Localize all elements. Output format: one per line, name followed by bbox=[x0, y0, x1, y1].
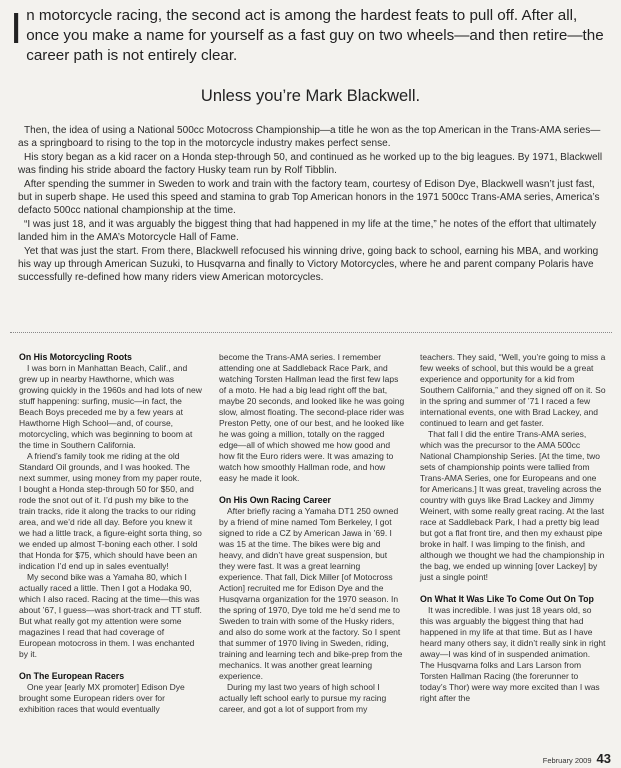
body-paragraph: teachers. They said, “Well, you’re going to miss a few weeks of school, but this would be a great experience and opportunity for a kid from Southern California,” and they signed off on it. So in the spring and summer of ’71 I raced a few international events, one with Brad Lackey, and continued to learn and get faster. bbox=[420, 352, 606, 428]
column-3 bbox=[420, 352, 606, 704]
page-footer bbox=[543, 751, 611, 766]
page-number: 43 bbox=[596, 751, 611, 766]
intro-paragraph: His story began as a kid racer on a Honda step-through 50, and continued as he worked up to the big leagues. By 1971, Blackwell was finding his stride aboard the factory Husky team run by Rolf Tibblin. bbox=[18, 151, 603, 177]
column-1 bbox=[19, 352, 202, 715]
intro-paragraph: Then, the idea of using a National 500cc Motocross Championship—a title he won as the top American in the Trans-AMA series—as a springboard to rising to the top in the motorcycle industry makes perfect sense. bbox=[18, 125, 601, 150]
body-paragraph: A friend’s family took me riding at the old Standard Oil grounds, and I was hooked. The next summer, using money from my paper route, I bought a Honda step-through 50 for $50, and rode the snot out of it. I’d push my bike to the train tracks, ride it along the tracks to our riding area, and we’d ride all day. Before you knew it we had a little track, a figure-eight sorta thing, so we ended up almost T-boning each other. I sold that Honda for $75, which should have been an indication I’d end up in sales eventually! bbox=[19, 451, 202, 571]
column-2 bbox=[219, 352, 405, 715]
intro-paragraph: “I was just 18, and it was arguably the biggest thing that had happened in my life at the time,” he notes of the effort that ultimately landed him in the AMA’s Motorcycle Hall of Fame. bbox=[18, 218, 597, 244]
intro-paragraph: After spending the summer in Sweden to work and train with the factory team, courtesy of Edison Dye, Blackwell wasn’t just fast, but in superb shape. He used this speed and stamina to grab Top American honors in the 1971 500cc Trans-AMA series, America’s defacto 500cc national championship at the time. bbox=[18, 178, 600, 217]
body-paragraph: One year [early MX promoter] Edison Dye brought some European riders over for exhibition races that would eventually bbox=[19, 682, 185, 714]
issue-date: February 2009 bbox=[542, 756, 592, 765]
body-paragraph: My second bike was a Yamaha 80, which I actually raced a little. Then I got a Hodaka 90, which I also raced. Racing at the time—this was about ’67, I guess—was short-track and TT stuff. But what really got my attention were some magazines I read that had coverage of European motocross in them. I was enchanted by it. bbox=[19, 572, 202, 659]
lead-text: n motorcycle racing, the second act is among the hardest feats to pull off. After all, once you make a name for yourself as a fast guy on two wheels—and then retire—the career path is not entirely clear. bbox=[26, 7, 604, 64]
section-heading: On His Motorcycling Roots bbox=[19, 352, 132, 362]
section-heading: On His Own Racing Career bbox=[219, 495, 331, 505]
intro-section bbox=[18, 124, 606, 285]
body-paragraph: become the Trans-AMA series. I remember attending one at Saddleback Race Park, and watching Torsten Hallman lead the first few laps of a moto. He had a big lead right off the bat, maybe 20 seconds, and looked like he was going slow, almost floating. The second-place rider was Preston Petty, one of our best, and he looked like he was going a million, totally on the ragged edge—all of which showed me how good and how fit the Euro riders were. It was amazing to watch how smoothly Hallman rode, and how easy he made it look. bbox=[219, 352, 405, 483]
body-paragraph: I was born in Manhattan Beach, Calif., and grew up in nearby Hawthorne, which was growing quickly in the 1960s and had lots of new stuff happening: surfing, music—in fact, the Beach Boys preceded me by a few years at Hawthorne High School—and, of course, motorcycling, which was beginning to boom at the time in Southern California. bbox=[19, 363, 202, 450]
section-heading: On The European Racers bbox=[19, 671, 125, 681]
drop-cap: I bbox=[10, 4, 23, 53]
body-paragraph: That fall I did the entire Trans-AMA series, which was the precursor to the AMA 500cc National Championship Series. [At the time, two sets of championship points were tallied from Trans-AMA Series, one for Europeans and one for Americans.] It was great, traveling across the country with guys like Brad Lackey and Jimmy Weinert, with some really great racing. At the last race at Saddleback Park, I had a pretty big lead but got a flat front tire, and then my exhaust pipe broke in half. I was limping to the finish, and although we thought we had the championship in the bag, we ended up winning [over Lackey] by just a single point! bbox=[420, 429, 605, 582]
section-heading: On What It Was Like To Come Out On Top bbox=[420, 594, 594, 604]
intro-paragraph: Yet that was just the start. From there, Blackwell refocused his winning drive, going back to school, earning his MBA, and working his way up through American Suzuki, to Husqvarna and finally to Victory Motorcycles, where he and parent company Polaris have successfully re-defined how many riders view American motorcycles. bbox=[18, 245, 599, 284]
body-paragraph: It was incredible. I was just 18 years old, so this was arguably the biggest thing that had happened in my life at that time. But as I have heard many others say, it didn’t really sink in right away—I was kind of in suspended animation. The Husqvarna folks and Lars Larson from Torsten Hallman Racing (the forerunner to today’s Thor) were way more excited than I was right after the bbox=[420, 605, 606, 703]
body-paragraph: After briefly racing a Yamaha DT1 250 owned by a friend of mine named Tom Berkeley, I got signed to ride a CZ by American Jawa in ’69. I was 15 at the time. The bikes were big and heavy, and didn’t have great suspension, but they were fast. It was a great learning experience. That fall, Dick Miller [of Motocross Action] recruited me for Edison Dye and the Husqvarna organization for the 1970 season. In the spring of 1970, Dye told me he’d send me to Sweden to train with some of the Husky riders, and also do some work at the factory. So I spent that summer of 1970 living in Sweden, riding, training and learning tech and bike-prep from the mechanics. It was another great learning experience. bbox=[219, 506, 403, 681]
tagline: Unless you’re Mark Blackwell. bbox=[200, 87, 421, 105]
dotted-divider bbox=[10, 332, 612, 333]
lead-paragraph bbox=[10, 6, 610, 66]
body-paragraph: During my last two years of high school I actually left school early to pursue my racing career, and got a lot of support from my bbox=[219, 682, 387, 714]
